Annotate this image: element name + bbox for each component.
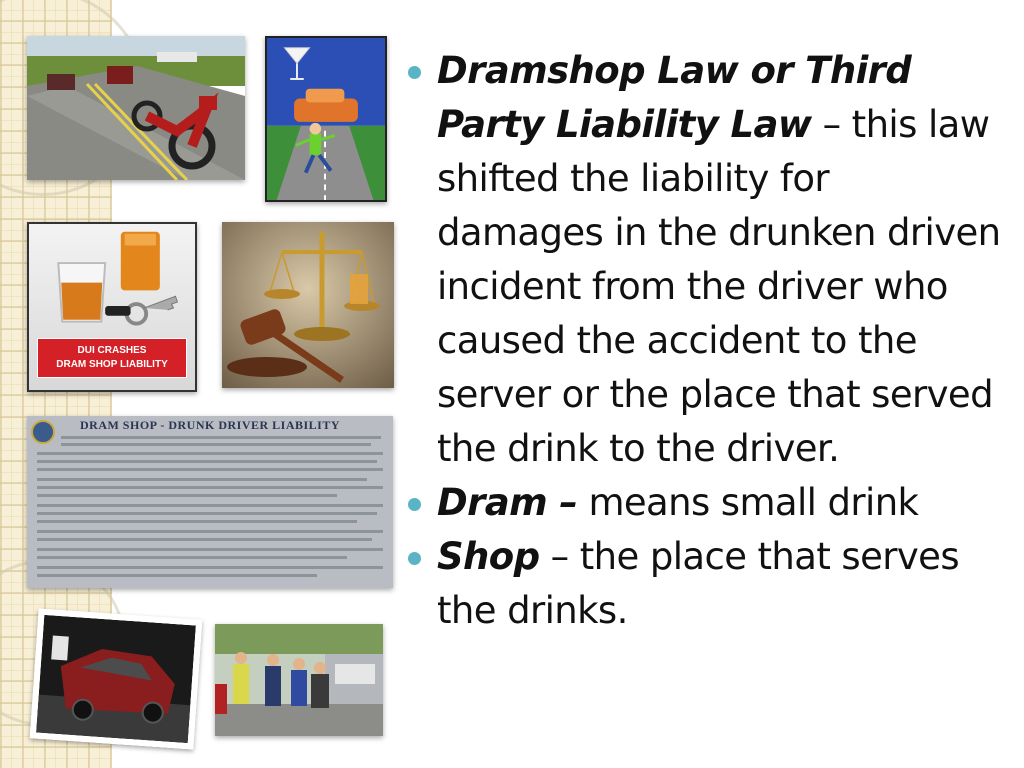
bullet-separator: – xyxy=(539,535,580,578)
bullet-term: Dramshop Law or Third Party Liability Law xyxy=(437,49,912,146)
document-title: DRAM SHOP - DRUNK DRIVER LIABILITY xyxy=(79,418,341,432)
dram-shop-document-image xyxy=(27,416,393,588)
bullet-text: the place that serves the drinks. xyxy=(437,535,960,632)
bullet-content xyxy=(404,44,1004,638)
bullet-list xyxy=(404,44,1004,638)
bullet-separator: – xyxy=(811,103,852,146)
gavel-and-scales-photo xyxy=(222,222,394,388)
bullet-text: means small drink xyxy=(588,481,919,524)
bullet-marker xyxy=(408,66,421,79)
dui-caption xyxy=(37,338,187,378)
caption-line-1: DUI CRASHES xyxy=(77,345,147,356)
bullet-item-dramshop-law xyxy=(404,44,1004,476)
car-wreck-photo xyxy=(30,608,203,749)
bullet-term: Shop xyxy=(437,535,540,578)
drunk-driver-cartoon xyxy=(265,36,387,202)
caption-line-2: DRAM SHOP LIABILITY xyxy=(56,359,168,370)
dui-dram-shop-image xyxy=(27,222,197,392)
bullet-term: Dram – xyxy=(437,481,578,524)
bullet-separator xyxy=(577,481,588,524)
bullet-item-dram xyxy=(404,476,1004,530)
bullet-marker xyxy=(408,498,421,511)
bullet-text: this law shifted the liability for damages in the drunken driven incident from the driver who caused the accident to the server or the place that served the drink to the driver. xyxy=(437,103,1001,470)
bullet-marker xyxy=(408,552,421,565)
rescue-scene-photo xyxy=(215,624,383,736)
bullet-item-shop xyxy=(404,530,1004,638)
motorcycle-crash-photo xyxy=(27,36,245,180)
